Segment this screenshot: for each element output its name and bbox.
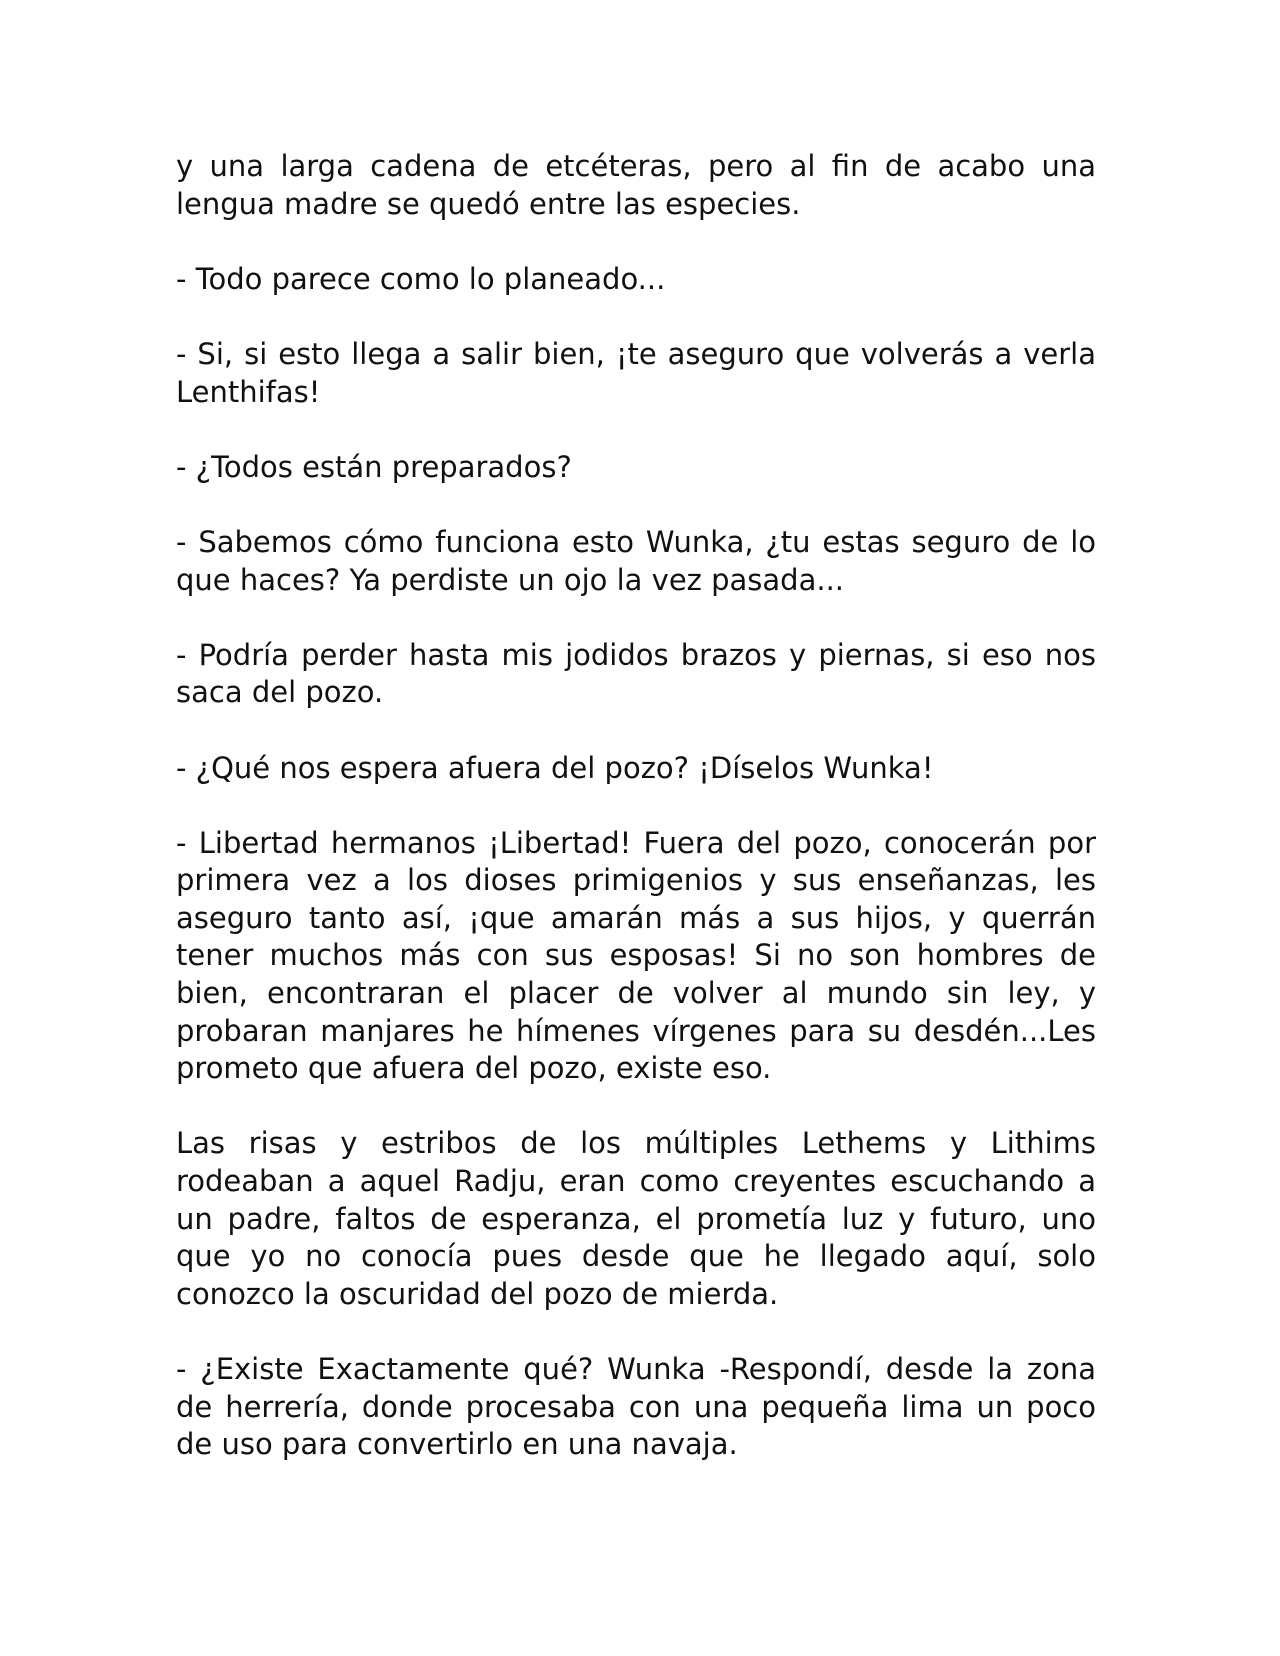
paragraph-narration-intro: y una larga cadena de etcéteras, pero al fin de acabo una lengua madre se quedó entre las especies. [176, 149, 1096, 221]
paragraph-dialogue: - Sabemos cómo funciona esto Wunka, ¿tu estas seguro de lo que haces? Ya perdiste un ojo la vez pasada... [176, 524, 1096, 597]
paragraph-dialogue: - ¿Qué nos espera afuera del pozo? ¡Díselos Wunka! [176, 750, 934, 785]
paragraph-dialogue: - ¿Todos están preparados? [176, 449, 572, 484]
paragraph-dialogue: - ¿Existe Exactamente qué? Wunka -Respondí, desde la zona de herrería, donde procesaba con una pequeña lima un poco de uso para convertirlo en una navaja. [176, 1352, 1096, 1462]
paragraph-dialogue: - Todo parece como lo planeado... [176, 261, 666, 296]
paragraph-dialogue: - Podría perder hasta mis jodidos brazos y piernas, si eso nos saca del pozo. [176, 637, 1096, 710]
paragraph-narration: Las risas y estribos de los múltiples Lethems y Lithims rodeaban a aquel Radju, eran como creyentes escuchando a un padre, faltos de esperanza, el prometía luz y futuro, uno que yo no conocía pues desde que he llegado aquí, solo conozco la oscuridad del pozo de mierda. [176, 1126, 1096, 1311]
paragraph-dialogue: - Libertad hermanos ¡Libertad! Fuera del pozo, conocerán por primera vez a los dioses primigenios y sus enseñanzas, les aseguro tanto así, ¡que amarán más a sus hijos, y querrán tener muchos más con sus esposas! Si no son hombres de bien, encontraran el placer de volver al mundo sin ley, y probaran manjares he hímenes vírgenes para su desdén...Les prometo que afuera del pozo, existe eso. [176, 825, 1096, 1086]
paragraph-dialogue: - Si, si esto llega a salir bien, ¡te aseguro que volverás a verla Lenthifas! [176, 336, 1096, 409]
document-page [176, 148, 1096, 1464]
